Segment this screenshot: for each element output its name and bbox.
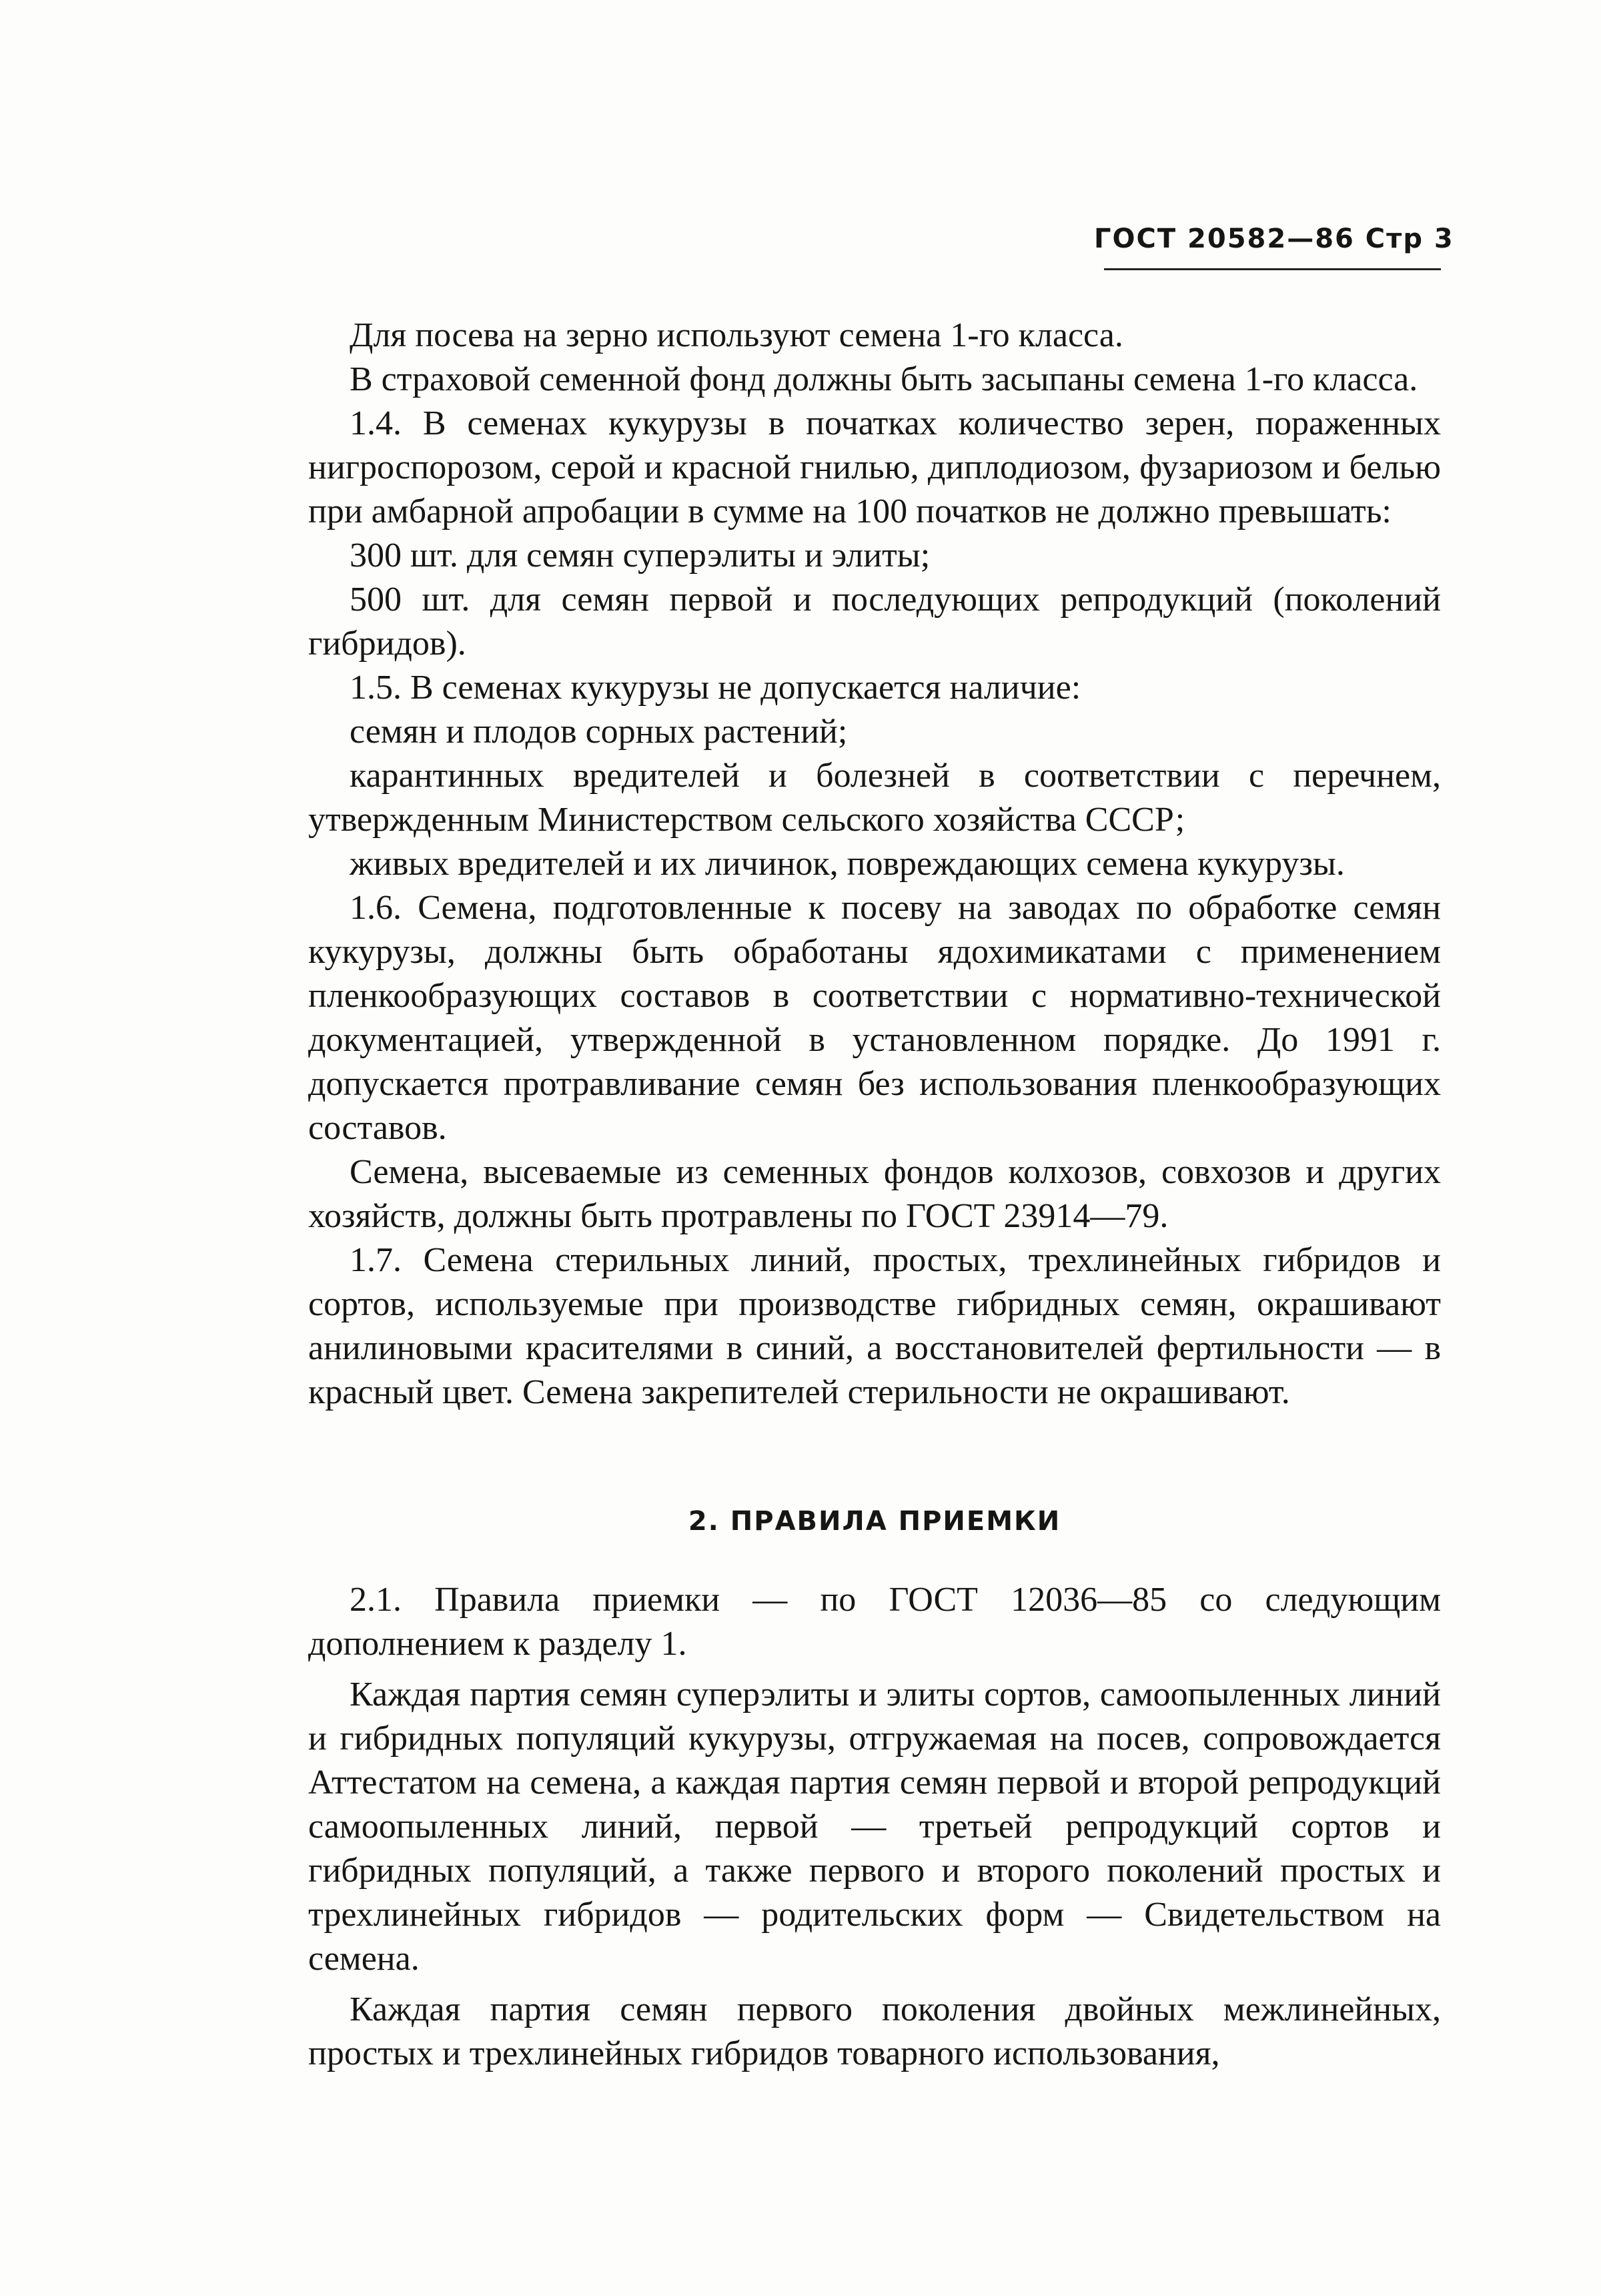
paragraph-clause-1-7: 1.7. Семена стерильных линий, простых, трехлинейных гибридов и сортов, используемые при производстве гибридных семян, окрашивают анилиновыми красителями в синий, а восстановителей фертильности — в красный цвет. Семена закрепителей стерильности не окрашивают.: [308, 1241, 1441, 1411]
header-rule: [1104, 268, 1441, 270]
section-2-body: [308, 1578, 1441, 2076]
paragraph: Для посева на зерно используют семена 1-го класса.: [350, 316, 1123, 354]
paragraph-clause-1-6: 1.6. Семена, подготовленные к посеву на заводах по обработке семян кукурузы, должны быть обработаны ядохимикатами с применением пленкообразующих составов в соответствии с нормативно-технической документацией, утвержденной в установленном порядке. До 1991 г. допускается протравливание семян без использования пленкообразующих составов.: [308, 889, 1441, 1147]
paragraph: Каждая партия семян первого поколения двойных межлинейных, простых и трехлинейных гибридов товарного использования,: [308, 1990, 1441, 2072]
paragraph-clause-1-4: 1.4. В семенах кукурузы в початках количество зерен, пораженных нигроспорозом, серой и красной гнилью, диплодиозом, фузариозом и белью при амбарной апробации в сумме на 100 початков не должно превышать:: [308, 404, 1441, 530]
running-header: ГОСТ 20582—86 Стр 3: [1094, 224, 1454, 254]
list-item: 300 шт. для семян суперэлиты и элиты;: [350, 536, 931, 575]
list-item: карантинных вредителей и болезней в соответствии с перечнем, утвержденным Министерством сельского хозяйства СССР;: [308, 757, 1441, 839]
paragraph-clause-2-1: 2.1. Правила приемки — по ГОСТ 12036—85 со следующим дополнением к разделу 1.: [308, 1581, 1441, 1663]
paragraph: Каждая партия семян суперэлиты и элиты сортов, самоопыленных линий и гибридных популяций кукурузы, отгружаемая на посев, сопровождается Аттестатом на семена, а каждая партия семян первой и второй репродукций самоопыленных линий, первой — третьей репродукций сортов и гибридных популяций, а также первого и второго поколений простых и трехлинейных гибридов — родительских форм — Свидетельством на семена.: [308, 1675, 1441, 1978]
list-item: 500 шт. для семян первой и последующих репродукций (поколений гибридов).: [308, 581, 1441, 663]
paragraph-clause-1-5: 1.5. В семенах кукурузы не допускается наличие:: [350, 669, 1081, 707]
list-item: живых вредителей и их личинок, повреждающих семена кукурузы.: [350, 845, 1345, 883]
section-heading: 2. ПРАВИЛА ПРИЕМКИ: [688, 1506, 1061, 1537]
section-1-body: [308, 314, 1441, 1415]
paragraph: Семена, высеваемые из семенных фондов колхозов, совхозов и других хозяйств, должны быть протравлены по ГОСТ 23914—79.: [308, 1153, 1441, 1235]
list-item: семян и плодов сорных растений;: [350, 713, 848, 751]
paragraph: В страховой семенной фонд должны быть засыпаны семена 1-го класса.: [350, 360, 1418, 398]
